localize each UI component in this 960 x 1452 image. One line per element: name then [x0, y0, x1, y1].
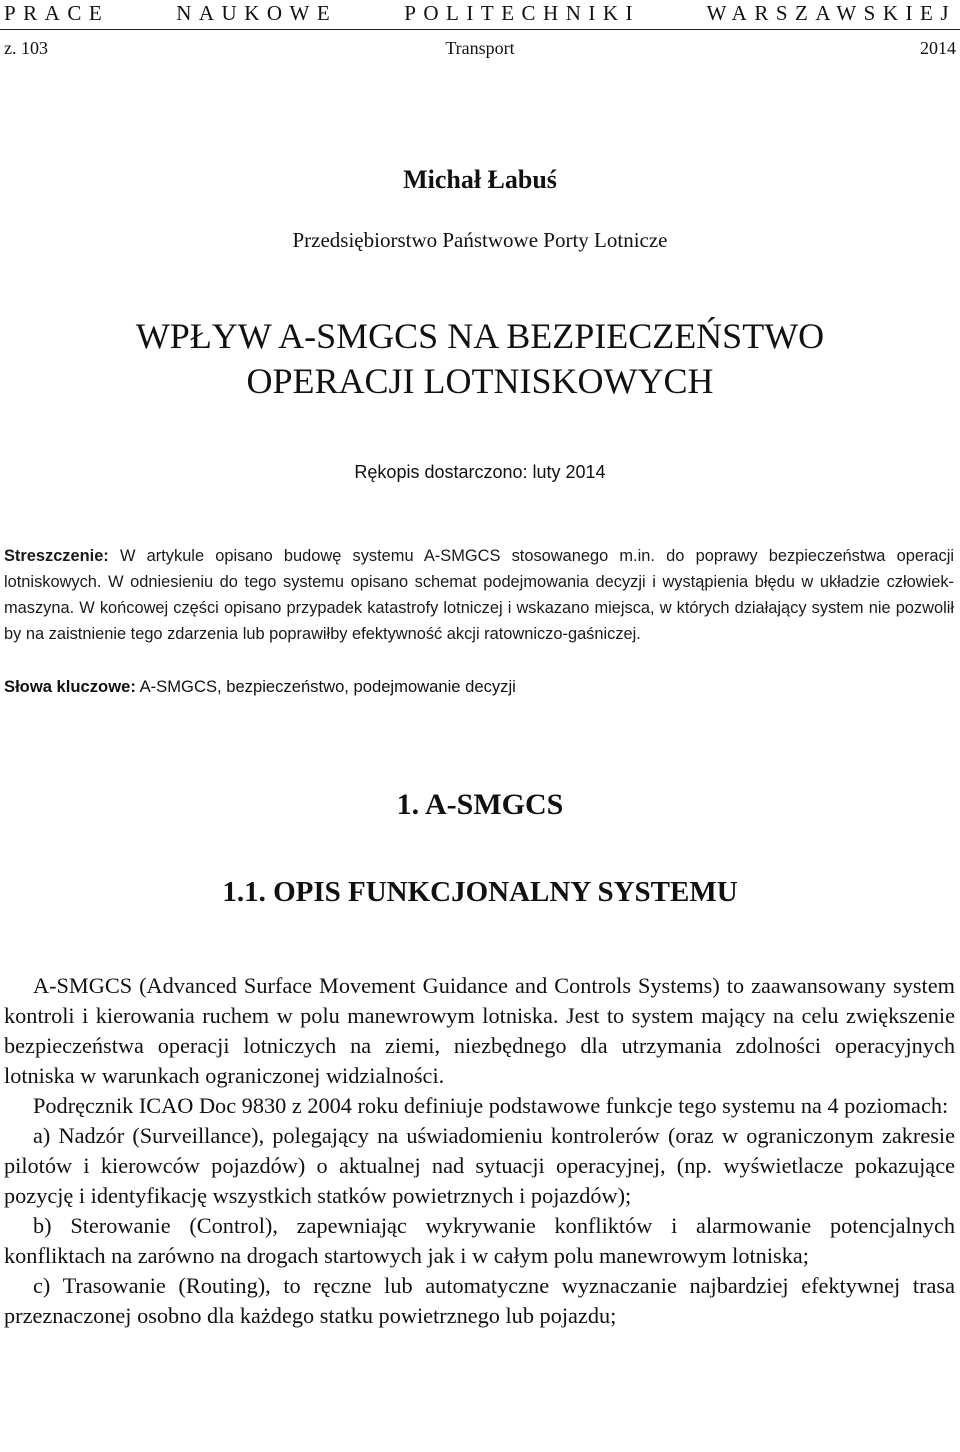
paragraph: A-SMGCS (Advanced Surface Movement Guidance and Controls Systems) to zaawansowany system kontroli i kierowania ruchem w polu manewrowym lotniska. Jest to system mający na celu zwiększenie bezpieczeństwa operacji lotniczych na ziemi, niezbędnego dla utrzymania zdolności operacyjnych lotniska w warunkach ograniczonej widzialności. — [4, 973, 955, 1088]
section-heading: 1. A-SMGCS — [396, 788, 564, 821]
series-name: Transport — [445, 38, 515, 58]
list-item: c) Trasowanie (Routing), to ręczne lub automatyczne wyznaczanie najbardziej efektywnej trasa przeznaczonej osobno dla każdego statku powietrznego lub pojazdu; — [4, 1273, 955, 1328]
issue-number: z. 103 — [4, 38, 48, 58]
paper-title — [0, 314, 960, 404]
abstract-text: W artykule opisano budowę systemu A-SMGCS stosowanego m.in. do poprawy bezpieczeństwa operacji lotniskowych. W odniesieniu do tego systemu opisano schemat podejmowania decyzji i wystąpienia błędu w układzie człowiek-maszyna. W końcowej części opisano przypadek katastrofy lotniczej i wskazano miejsca, w których działający system nie pozwolił by na zaistnienie tego zdarzenia lub poprawiłby efektywność akcji ratowniczo-gaśniczej. — [4, 547, 954, 643]
received-date: Rękopis dostarczono: luty 2014 — [354, 462, 606, 482]
list-item: b) Sterowanie (Control), zapewniając wykrywanie konfliktów i alarmowanie potencjalnych konfliktach na zarówno na drogach startowych jak i w całym polu manewrowym lotniska; — [4, 1213, 955, 1268]
header-divider — [0, 29, 960, 30]
abstract-label: Streszczenie: — [4, 547, 109, 565]
keywords — [4, 674, 954, 700]
author-affiliation: Przedsiębiorstwo Państwowe Porty Lotnicze — [292, 228, 668, 252]
abstract — [4, 543, 954, 647]
list-item: a) Nadzór (Surveillance), polegający na uświadomieniu kontrolerów (oraz w ograniczonym zakresie pilotów i kierowców pojazdów) o aktualnej nad sytuacji operacyjnej, (np. wyświetlacze pokazujące pozycję i identyfikację wszystkich statków powietrznych i pojazdów); — [4, 1123, 955, 1208]
subsection-heading: 1.1. OPIS FUNKCJONALNY SYSTEMU — [222, 876, 738, 908]
paper-title-line-2: OPERACJI LOTNISKOWYCH — [246, 361, 714, 401]
keywords-label: Słowa kluczowe: — [4, 677, 136, 696]
body-text — [4, 971, 955, 1331]
journal-name: PRACE NAUKOWE POLITECHNIKI WARSZAWSKIEJ — [4, 1, 956, 25]
paragraph: Podręcznik ICAO Doc 9830 z 2004 roku definiuje podstawowe funkcje tego systemu na 4 poziomach: — [33, 1093, 949, 1118]
author-name: Michał Łabuś — [403, 165, 557, 194]
paper-title-line-1: WPŁYW A-SMGCS NA BEZPIECZEŃSTWO — [135, 316, 825, 356]
publication-year: 2014 — [920, 38, 956, 58]
keywords-text: A-SMGCS, bezpieczeństwo, podejmowanie decyzji — [139, 677, 516, 696]
